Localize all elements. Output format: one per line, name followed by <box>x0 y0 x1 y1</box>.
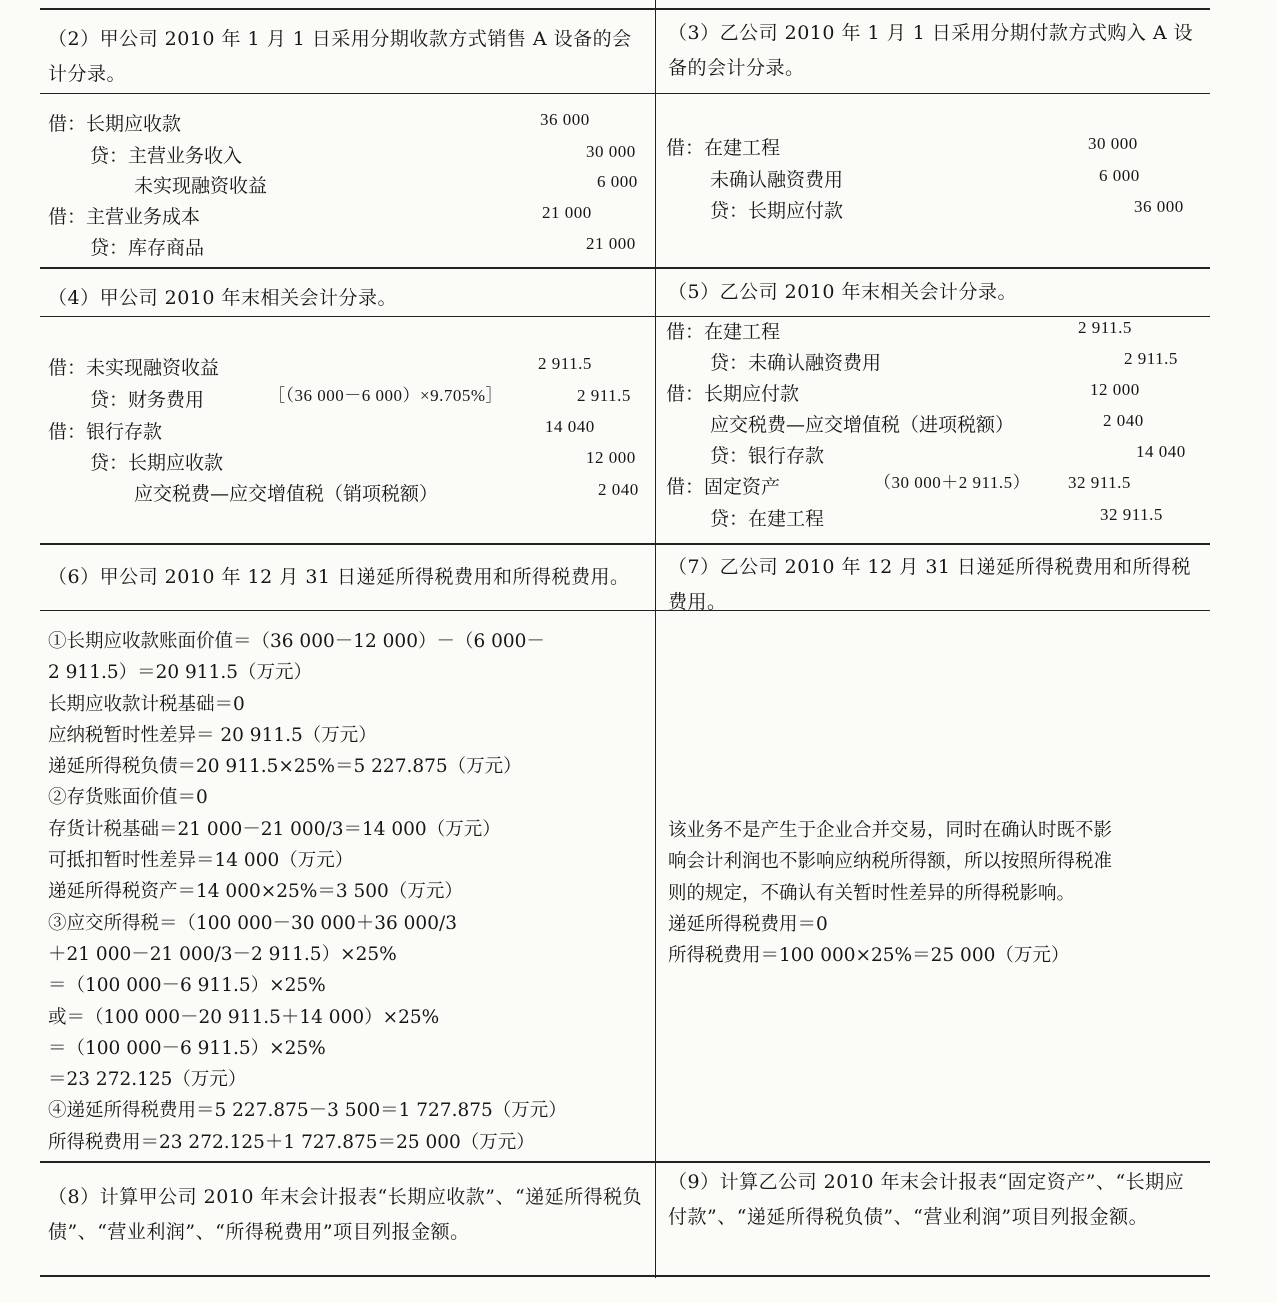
calc-line: 可抵扣暂时性差异＝14 000（万元） <box>48 850 354 872</box>
entry-amount: 30 000 <box>1088 134 1138 153</box>
calc-line: ②存货账面价值＝0 <box>48 787 208 809</box>
journal-entry-line: 应交税费—应交增值税（销项税额） <box>134 483 439 505</box>
calc-line: ＋21 000－21 000/3－2 911.5）×25% <box>48 943 397 965</box>
journal-entry-line: 借：长期应收款 <box>48 113 182 135</box>
calc-line: 或＝（100 000－20 911.5＋14 000）×25% <box>48 1006 440 1028</box>
entry-amount: 21 000 <box>586 234 636 253</box>
journal-entry-line: 借：固定资产 <box>666 476 781 498</box>
calc-line: 递延所得税资产＝14 000×25%＝3 500（万元） <box>48 881 463 903</box>
calc-line: 应纳税暂时性差异＝ 20 911.5（万元） <box>48 724 377 746</box>
answer-line: 则的规定，不确认有关暂时性差异的所得税影响。 <box>668 882 1076 904</box>
answer-6-calculation <box>48 626 648 1158</box>
calc-line: ＝（100 000－6 911.5）×25% <box>48 975 326 997</box>
answer-7-explanation <box>668 815 1208 971</box>
journal-entry-line: 借：未实现融资收益 <box>48 357 220 379</box>
entry-amount: 2 911.5 <box>577 386 631 405</box>
question-2: （2）甲公司 2010 年 1 月 1 日采用分期收款方式销售 A 设备的会计分录。 <box>48 28 632 85</box>
journal-entry-line: 借：在建工程 <box>666 137 781 159</box>
calc-line: 递延所得税负债＝20 911.5×25%＝5 227.875（万元） <box>48 756 522 778</box>
answer-line: 响会计利润也不影响应纳税所得额，所以按照所得税准 <box>668 851 1113 873</box>
question-6: （6）甲公司 2010 年 12 月 31 日递延所得税费用和所得税费用。 <box>48 566 630 588</box>
entry-amount: 36 000 <box>1134 197 1184 216</box>
question-8: （8）计算甲公司 2010 年末会计报表“长期应收款”、“递延所得税负债”、“营业利润”、“所得税费用”项目列报金额。 <box>48 1186 643 1243</box>
journal-entry-line: 贷：长期应付款 <box>710 200 844 222</box>
answer-line: 该业务不是产生于企业合并交易，同时在确认时既不影 <box>668 820 1113 841</box>
entry-amount: 2 911.5 <box>1124 349 1178 368</box>
row-rule <box>40 1161 1210 1163</box>
calc-line: ④递延所得税费用＝5 227.875－3 500＝1 727.875（万元） <box>48 1100 567 1122</box>
question-4: （4）甲公司 2010 年末相关会计分录。 <box>48 287 398 309</box>
calc-line: 2 911.5）＝20 911.5（万元） <box>48 662 312 684</box>
calc-line: 存货计税基础＝21 000－21 000/3＝14 000（万元） <box>48 818 501 840</box>
entry-amount: 36 000 <box>540 110 590 129</box>
question-3: （3）乙公司 2010 年 1 月 1 日采用分期付款方式购入 A 设备的会计分录。 <box>668 22 1194 79</box>
journal-entry-line: 贷：银行存款 <box>710 445 825 467</box>
entry-amount: 2 040 <box>598 480 639 499</box>
column-divider <box>655 0 656 1278</box>
calc-line: ③应交所得税＝（100 000－30 000＋36 000/3 <box>48 912 457 934</box>
journal-entry-line: 借：主营业务成本 <box>48 206 201 228</box>
entry-amount: 14 040 <box>1136 442 1186 461</box>
calc-line: 所得税费用＝23 272.125＋1 727.875＝25 000（万元） <box>48 1131 535 1153</box>
calc-line: 长期应收款计税基础＝0 <box>48 693 245 715</box>
row-rule <box>40 93 1210 94</box>
entry-amount: 6 000 <box>1099 166 1140 185</box>
answer-line: 递延所得税费用＝0 <box>668 913 828 935</box>
entry-note: ［（36 000－6 000）×9.705%］ <box>268 386 503 405</box>
entry-amount: 12 000 <box>586 448 636 467</box>
question-5: （5）乙公司 2010 年末相关会计分录。 <box>668 281 1018 303</box>
answer-line: 所得税费用＝100 000×25%＝25 000（万元） <box>668 945 1070 967</box>
calc-line: ＝（100 000－6 911.5）×25% <box>48 1037 326 1059</box>
journal-entry-line: 未确认融资费用 <box>710 169 844 191</box>
journal-entry-line: 应交税费—应交增值税（进项税额） <box>710 414 1015 436</box>
journal-entry-line: 未实现融资收益 <box>134 175 268 197</box>
entry-amount: 12 000 <box>1090 380 1140 399</box>
journal-entry-line: 贷：财务费用 <box>90 389 205 411</box>
entry-amount: 30 000 <box>586 142 636 161</box>
entry-amount: 2 040 <box>1103 411 1144 430</box>
entry-amount: 21 000 <box>542 203 592 222</box>
row-rule <box>40 267 1210 269</box>
journal-entry-line: 贷：长期应收款 <box>90 452 224 474</box>
entry-amount: 2 911.5 <box>538 354 592 373</box>
journal-entry-line: 贷：库存商品 <box>90 237 205 259</box>
entry-amount: 32 911.5 <box>1068 473 1131 492</box>
journal-entry-line: 贷：未确认融资费用 <box>710 352 882 374</box>
journal-entry-line: 贷：在建工程 <box>710 508 825 530</box>
journal-entry-line: 借：长期应付款 <box>666 383 800 405</box>
calc-line: ＝23 272.125（万元） <box>48 1069 247 1091</box>
row-rule <box>40 316 1210 317</box>
entry-amount: 32 911.5 <box>1100 505 1163 524</box>
journal-entry-line: 借：银行存款 <box>48 421 163 443</box>
table-top-border <box>40 8 1210 10</box>
journal-entry-line: 借：在建工程 <box>666 321 781 343</box>
entry-note: （30 000＋2 911.5） <box>874 473 1031 492</box>
question-7: （7）乙公司 2010 年 12 月 31 日递延所得税费用和所得税费用。 <box>668 556 1192 613</box>
entry-amount: 6 000 <box>597 172 638 191</box>
journal-entry-line: 贷：主营业务收入 <box>90 145 243 167</box>
question-9: （9）计算乙公司 2010 年末会计报表“固定资产”、“长期应付款”、“递延所得税负债”、“营业利润”项目列报金额。 <box>668 1171 1185 1228</box>
entry-amount: 2 911.5 <box>1078 318 1132 337</box>
table-bottom-border <box>40 1275 1210 1277</box>
calc-line: ①长期应收款账面价值＝（36 000－12 000）－（6 000－ <box>48 631 545 652</box>
entry-amount: 14 040 <box>545 417 595 436</box>
row-rule <box>40 543 1210 545</box>
